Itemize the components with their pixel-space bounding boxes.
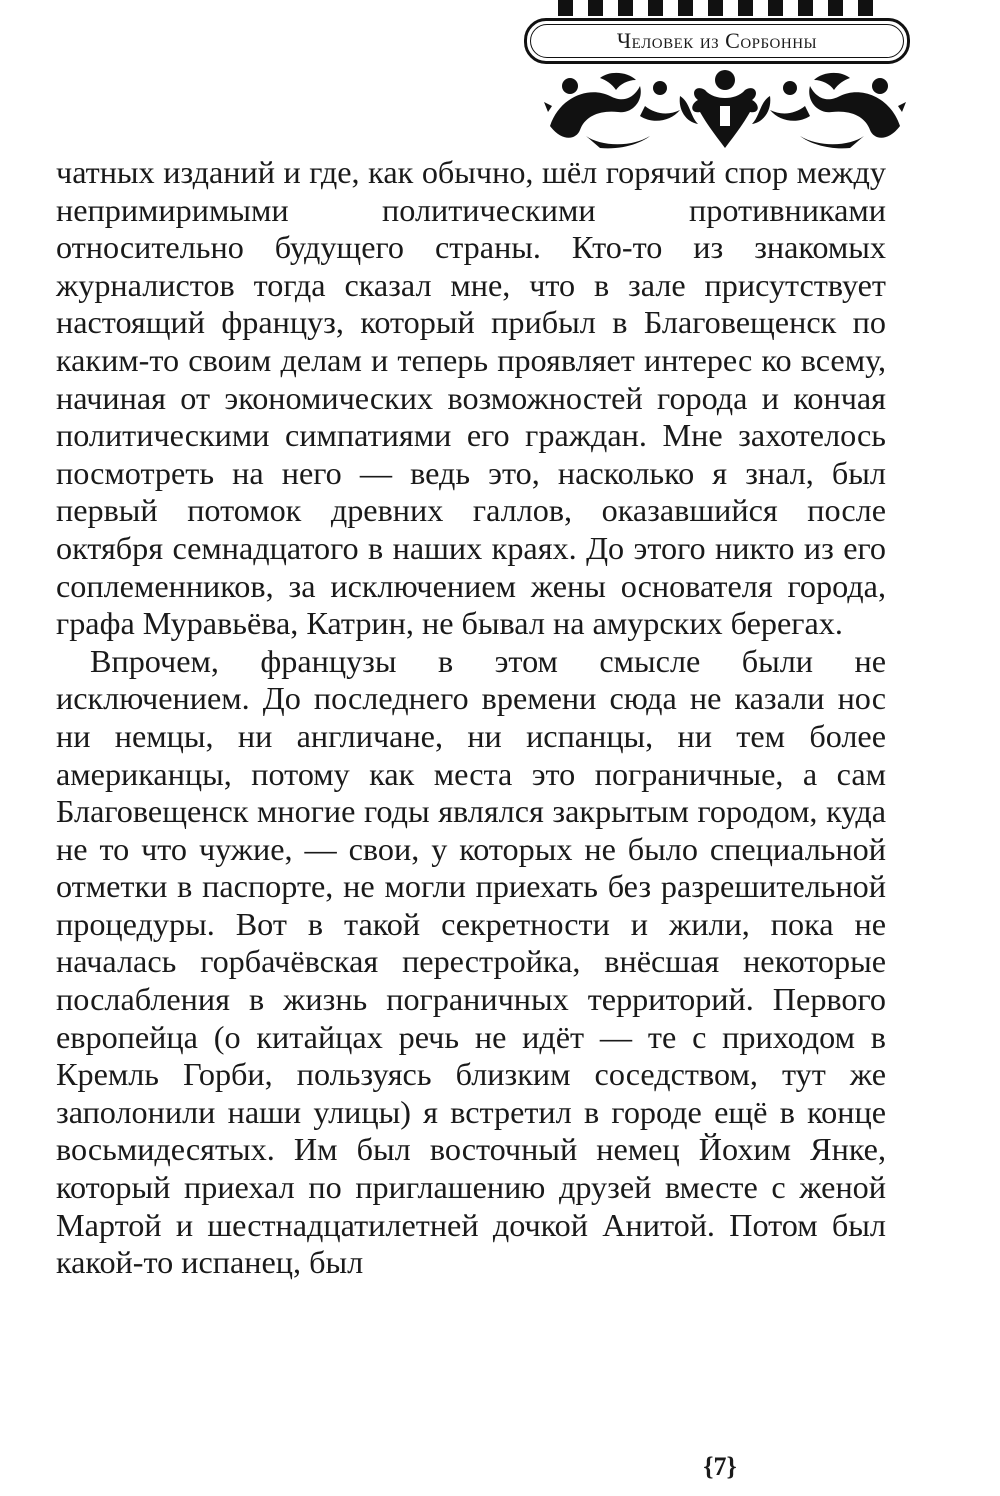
running-header <box>520 0 920 150</box>
double-headed-eagle-icon <box>680 70 771 148</box>
running-title-frame <box>524 18 910 64</box>
paragraph: Впрочем, французы в этом смысле были не исключением. До последнего времени сюда не казали нос ни немцы, ни англичане, ни испанцы, ни тем более американцы, потому как места это пограничные, а сам Благовещенск многие годы являлся закрытым городом, куда не то что чужие, — свои, у которых не было специальной отметки в паспорте, не могли приехать без разрешительной процедуры. Вот в такой секретности и жили, пока не началась горбачёвская перестройка, внёсшая некоторые послабления в жизнь пограничных территорий. Первого европейца (о китайцах речь не идёт — те с приходом в Кремль Горби, пользуясь близким соседством, тут же заполонили наши улицы) я встретил в городе ещё в конце восьмидесятых. Им был восточный немец Йохим Янке, который приехал по приглашению друзей вместе с женой Мартой и шестнадцатилетней дочкой Анитой. Потом был какой-то испанец, был <box>56 642 886 1281</box>
dragons-eagle-ornament-icon <box>540 66 910 150</box>
paragraph: чатных изданий и где, как обычно, шёл горячий спор между непримиримыми политическими противниками относительно будущего страны. Кто-то из знакомых журналистов тогда сказал мне, что в зале присутствует настоящий француз, который прибыл в Благовещенск по каким-то своим делам и теперь проявляет интерес ко всему, начиная от экономических возможностей города и кончая политическими симпатиями его граждан. Мне захотелось посмотреть на него — ведь это, насколько я знал, был первый потомок древних галлов, оказавшийся после октября семнадцатого в наших краях. До этого никто из его соплеменников, за исключением жены основателя города, графа Муравьёва, Катрин, не бывал на амурских берегах. <box>56 154 886 642</box>
checker-border-ornament <box>558 0 888 16</box>
page-number: {7} <box>703 1452 737 1481</box>
left-dragon-icon <box>544 73 680 148</box>
running-title: Человек из Сорбонны <box>616 28 818 53</box>
right-dragon-icon <box>770 73 906 148</box>
body-text <box>56 154 886 1282</box>
